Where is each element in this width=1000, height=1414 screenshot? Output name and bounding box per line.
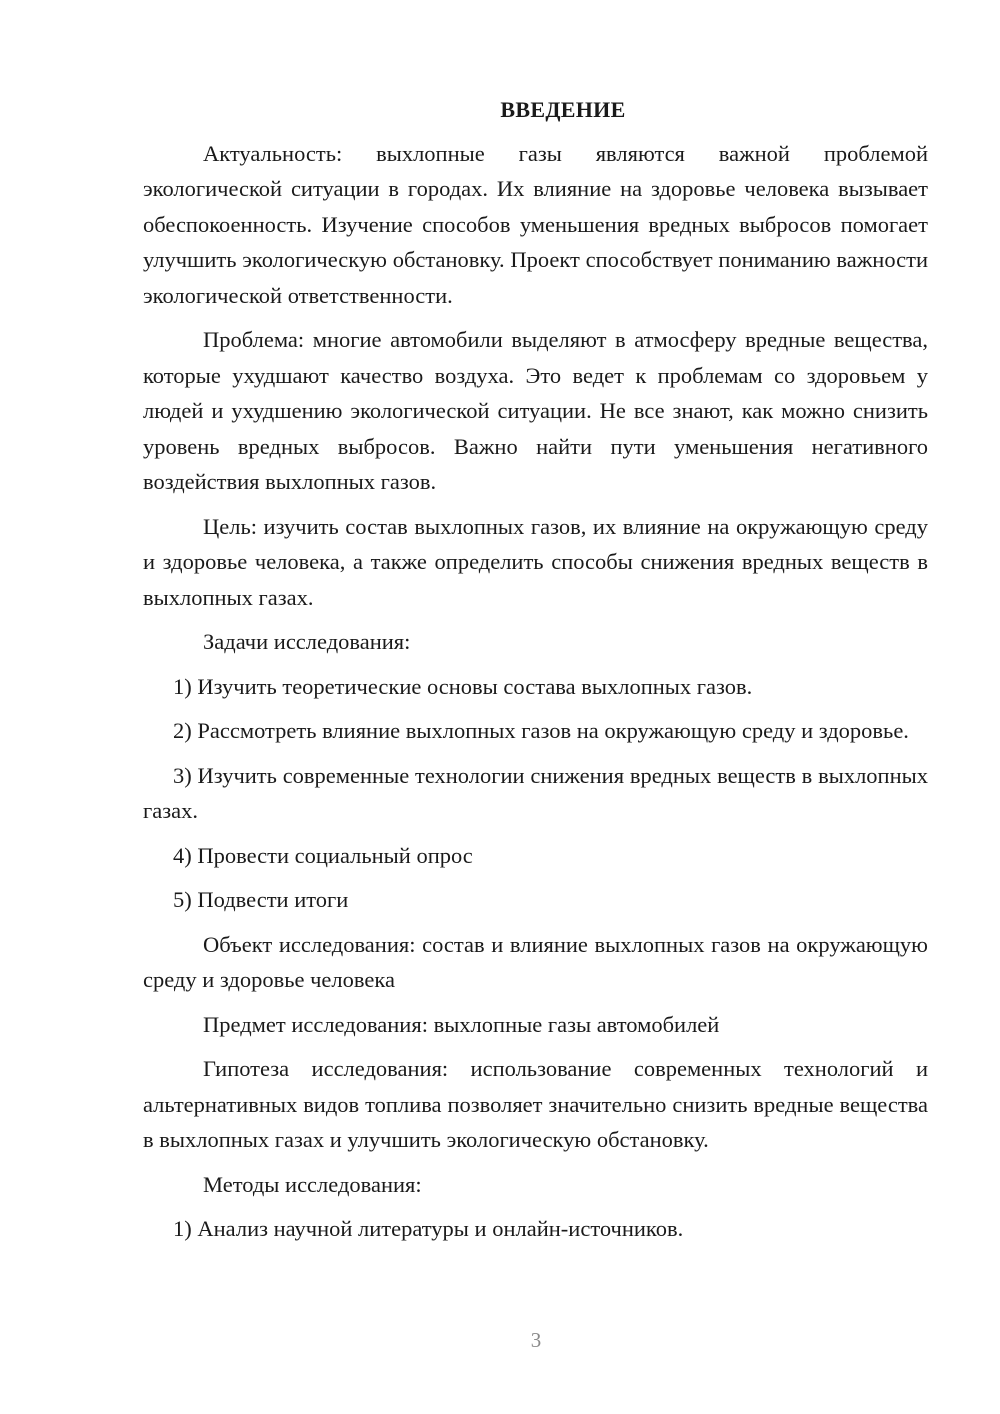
- task-item-1: 1) Изучить теоретические основы состава выхлопных газов.: [173, 673, 753, 699]
- section-heading: ВВЕДЕНИЕ: [500, 97, 626, 122]
- task-item-5: 5) Подвести итоги: [173, 887, 349, 912]
- problem-paragraph: Проблема: многие автомобили выделяют в атмосферу вредные вещества, которые ухудшают качество воздуха. Это ведет к проблемам со здоровьем у людей и ухудшению экологической ситуации. Не все знают, как можно снизить уровень вредных выбросов. Важно найти пути уменьшения негативного воздействия выхлопных газов.: [143, 327, 928, 494]
- page-content: [143, 92, 928, 1256]
- goal-paragraph: Цель: изучить состав выхлопных газов, их влияние на окружающую среду и здоровье человека, а также определить способы снижения вредных веществ в выхлопных газах.: [143, 513, 928, 610]
- hypothesis-paragraph: Гипотеза исследования: использование современных технологий и альтернативных видов топлива позволяет значительно снизить вредные вещества в выхлопных газах и улучшить экологическую обстановку.: [143, 1056, 928, 1152]
- relevance-paragraph: Актуальность: выхлопные газы являются важной проблемой экологической ситуации в городах. Их влияние на здоровье человека вызывает обеспокоенность. Изучение способов уменьшения вредных выбросов помогает улучшить экологическую обстановку. Проект способствует пониманию важности экологической ответственности.: [143, 140, 928, 308]
- object-paragraph: Объект исследования: состав и влияние выхлопных газов на окружающую среду и здоровье человека: [143, 931, 928, 992]
- tasks-title: Задачи исследования:: [203, 629, 411, 654]
- task-item-3: 3) Изучить современные технологии снижения вредных веществ в выхлопных газах.: [143, 762, 928, 823]
- subject-paragraph: Предмет исследования: выхлопные газы автомобилей: [203, 1011, 720, 1037]
- task-item-2: 2) Рассмотреть влияние выхлопных газов на окружающую среду и здоровье.: [173, 718, 909, 743]
- methods-title: Методы исследования:: [203, 1171, 422, 1197]
- method-item-1: 1) Анализ научной литературы и онлайн-источников.: [173, 1216, 684, 1241]
- page-number: 3: [530, 1328, 542, 1352]
- task-item-4: 4) Провести социальный опрос: [173, 842, 473, 868]
